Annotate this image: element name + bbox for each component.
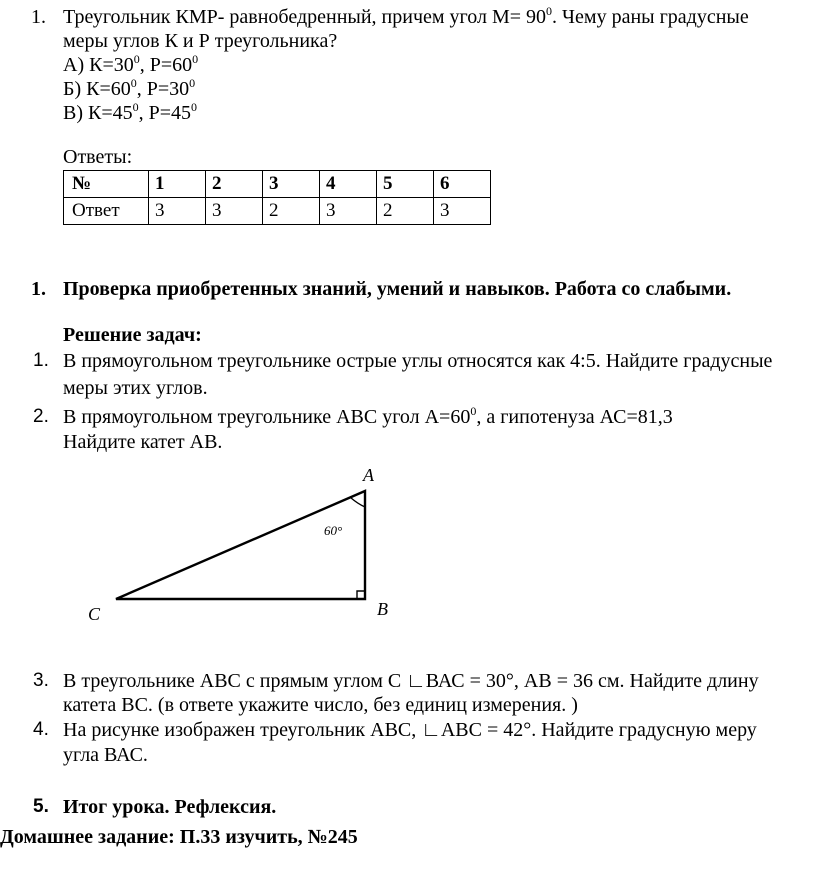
table-cell: Ответ xyxy=(64,198,149,225)
answers-header-row xyxy=(64,171,491,198)
section-title: Проверка приобретенных знаний, умений и навыков. Работа со слабыми. xyxy=(63,278,732,300)
problem-1-number: 1. xyxy=(33,350,49,371)
problem-2-line1: В прямоугольном треугольнике АВС угол $А=60^0$, а гипотенуза АС=81,3 xyxy=(63,404,673,428)
table-cell: 3 xyxy=(320,198,377,225)
q1-option-c: В) $К=45^0$, $Р=45^0$ xyxy=(63,100,198,124)
solving-heading: Решение задач: xyxy=(63,324,202,346)
table-cell: 6 xyxy=(434,171,491,198)
problem-2-line2: Найдите катет АВ. xyxy=(63,431,223,453)
problem-3-number: 3. xyxy=(33,670,49,691)
problem-4-number: 4. xyxy=(33,719,49,740)
answers-label: Ответы: xyxy=(63,146,133,168)
problem-3-line2: катета ВС. (в ответе укажите число, без единиц измерения. ) xyxy=(63,694,578,716)
problem-4-line2: угла ВАС. xyxy=(63,744,148,766)
summary-number: 5. xyxy=(33,796,49,817)
q1-option-a: А) $К=30^0$, $Р=60^0$ xyxy=(63,52,199,76)
table-cell: 2 xyxy=(206,171,263,198)
answers-value-row xyxy=(64,198,491,225)
triangle-figure xyxy=(80,460,420,630)
table-cell: 3 xyxy=(149,198,206,225)
table-cell: № xyxy=(64,171,149,198)
problem-1-line1: В прямоугольном треугольнике острые углы относятся как 4:5. Найдите градусные xyxy=(63,350,773,372)
problem-1-line2: меры этих углов. xyxy=(63,377,208,399)
q1-option-b: Б) $К=60^0$, $Р=30^0$ xyxy=(63,76,196,100)
angle-arc xyxy=(350,497,365,507)
problem-3-line1: В треугольнике АВС с прямым углом С ∟ВАС = 30°, АВ = 36 см. Найдите длину xyxy=(63,670,759,692)
table-cell: 3 xyxy=(263,171,320,198)
angle-label: 60° xyxy=(324,523,343,538)
vertex-label-a: A xyxy=(363,465,374,485)
table-cell: 5 xyxy=(377,171,434,198)
triangle-abc xyxy=(116,491,365,599)
table-cell: 2 xyxy=(377,198,434,225)
vertex-label-c: C xyxy=(88,604,101,624)
vertex-label-b: B xyxy=(377,599,388,619)
problem-4-line1: На рисунке изображен треугольник АВС, ∟АВС = 42°. Найдите градусную меру xyxy=(63,719,757,741)
table-cell: 4 xyxy=(320,171,377,198)
table-cell: 1 xyxy=(149,171,206,198)
table-cell: 3 xyxy=(434,198,491,225)
q1-line1: Треугольник КМР- равнобедренный, причем угол $М= 90^0$. Чему раны градусные xyxy=(63,4,749,28)
table-cell: 2 xyxy=(263,198,320,225)
problem-2-number: 2. xyxy=(33,406,49,427)
summary-text: Итог урока. Рефлексия. xyxy=(63,796,277,818)
table-cell: 3 xyxy=(206,198,263,225)
q1-number: 1. xyxy=(31,6,46,28)
homework-text: Домашнее задание: П.33 изучить, №245 xyxy=(0,826,358,848)
q1-line2: меры углов К и Р треугольника? xyxy=(63,30,338,52)
section-number: 1. xyxy=(31,278,46,300)
answers-table xyxy=(63,170,491,225)
